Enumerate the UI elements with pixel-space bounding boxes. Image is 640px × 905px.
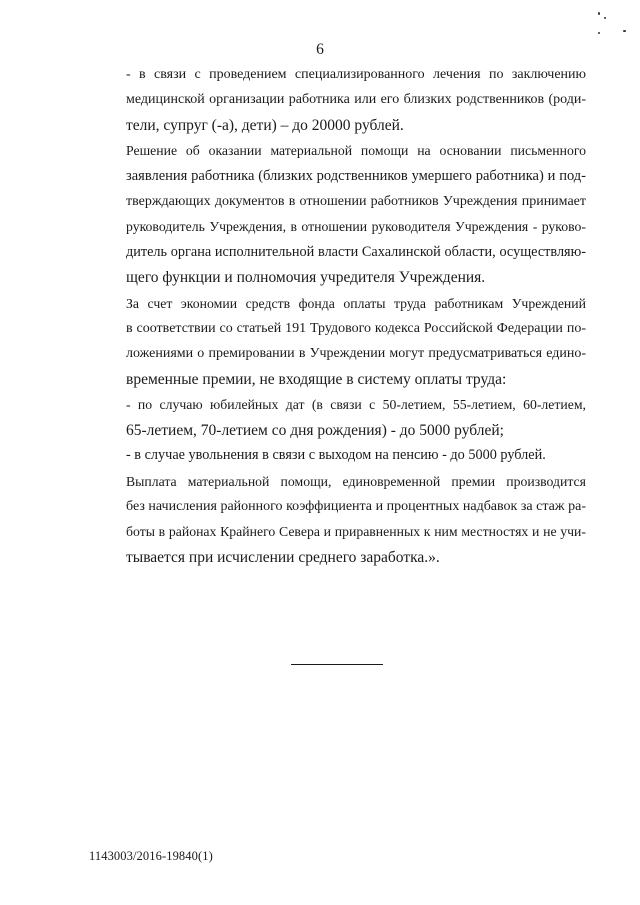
text-line: За счет экономии средств фонда оплаты труда работникам Учреждений — [126, 295, 586, 311]
page-number: 6 — [316, 41, 324, 58]
scan-speck — [598, 12, 600, 15]
text-line: боты в районах Крайнего Севера и приравненных к ним местностях и не учи- — [126, 524, 586, 540]
text-line: тели, супруг (-а), дети) – до 20000 рублей. — [126, 116, 404, 134]
document-body — [89, 62, 586, 570]
text-line: медицинской организации работника или его близких родственников (роди- — [126, 92, 586, 108]
text-line: тверждающих документов в отношении работников Учреждения принимает — [126, 194, 586, 210]
document-code: 1143003/2016-19840(1) — [89, 849, 213, 863]
text-line: заявления работника (близких родственников умершего работника) и под- — [126, 167, 586, 184]
paragraph — [89, 138, 586, 290]
text-line: без начисления районного коэффициента и процентных надбавок за стаж ра- — [126, 498, 586, 514]
text-line: руководитель Учреждения, в отношении руководителя Учреждения - руково- — [126, 219, 586, 235]
text-line: дитель органа исполнительной власти Сахалинской области, осуществляю- — [126, 243, 586, 260]
text-line: - в случае увольнения в связи с выходом на пенсию - до 5000 рублей. — [126, 447, 546, 464]
text-line: ложениями о премировании в Учреждении могут предусматриваться едино- — [126, 346, 586, 362]
text-line: 65-летием, 70-летием со дня рождения) - до 5000 рублей; — [126, 421, 504, 439]
text-line: Выплата материальной помощи, единовременной премии производится — [126, 473, 586, 489]
scan-speck — [598, 32, 600, 34]
paragraph — [89, 392, 586, 443]
text-line: Решение об оказании материальной помощи на основании письменного — [126, 143, 586, 159]
text-line: щего функции и полномочия учредителя Учреждения. — [126, 269, 486, 287]
paragraph — [89, 62, 586, 138]
paragraph — [89, 443, 586, 468]
text-line: тывается при исчислении среднего заработка.». — [126, 548, 440, 566]
text-line: в соответствии со статьей 191 Трудового кодекса Российской Федерации по- — [126, 321, 586, 337]
text-line: - по случаю юбилейных дат (в связи с 50-летием, 55-летием, 60-летием, — [126, 397, 586, 413]
text-line: - в связи с проведением специализированного лечения по заключению — [126, 67, 586, 82]
paragraph — [89, 291, 586, 393]
scan-speck — [623, 30, 626, 32]
text-line: временные премии, не входящие в систему оплаты труда: — [126, 370, 507, 388]
closing-separator-line — [291, 664, 383, 665]
paragraph — [89, 469, 586, 571]
scan-speck — [604, 17, 606, 19]
